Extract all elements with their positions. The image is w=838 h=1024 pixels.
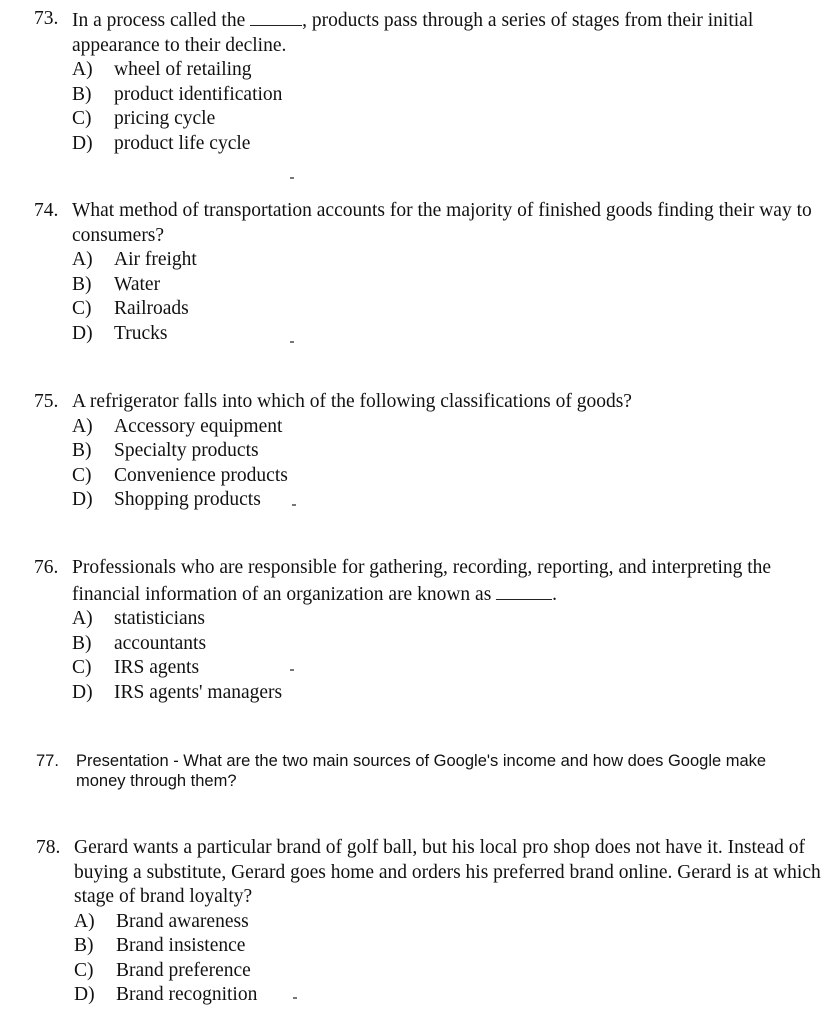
option-text: Brand recognition [116, 984, 258, 1005]
option-letter: D) [72, 322, 93, 344]
question-stem [34, 556, 818, 607]
option-d [34, 132, 818, 157]
option-text: Air freight [114, 249, 197, 270]
option-c [36, 959, 824, 984]
question-73 [34, 7, 818, 156]
question-78 [36, 836, 824, 1008]
answer-options [34, 415, 818, 513]
option-c [34, 464, 818, 489]
option-a [34, 248, 818, 273]
question-text: Gerard wants a particular brand of golf ball, but his local pro shop does not have it. Instead of buying a substitute, Gerard goes home and orders his preferred brand online. Gerard is at which stage of brand loyalty? [74, 837, 821, 907]
question-number: 76. [34, 557, 59, 578]
option-text: Brand preference [116, 959, 251, 981]
option-d [36, 983, 824, 1008]
option-b [34, 83, 818, 108]
option-letter: C) [72, 657, 92, 678]
option-text: Accessory equipment [114, 415, 283, 437]
question-stem [36, 836, 824, 910]
question-74 [34, 199, 818, 346]
option-letter: D) [72, 132, 93, 154]
question-text: What method of transportation accounts for the majority of finished goods finding their way to consumers? [72, 200, 812, 246]
option-text: Convenience products [114, 464, 288, 486]
answer-options [34, 607, 818, 705]
answer-blank [496, 581, 552, 600]
answer-options [34, 248, 818, 346]
question-text: Presentation - What are the two main sources of Google's income and how does Google make money through them? [76, 752, 767, 790]
question-stem [34, 7, 818, 58]
scan-speck [290, 341, 294, 343]
option-a [34, 58, 818, 83]
option-letter: D) [72, 489, 93, 510]
question-text-after: , products pass through a series of stages from their initial appearance to their decline. [72, 10, 754, 56]
option-c [34, 297, 818, 322]
option-letter: A) [72, 59, 93, 80]
option-c [34, 107, 818, 132]
question-75 [34, 390, 818, 513]
question-76 [34, 556, 818, 705]
question-stem [36, 751, 818, 791]
option-letter: B) [72, 83, 92, 105]
option-letter: D) [72, 681, 93, 703]
option-b [34, 273, 818, 298]
answer-options [36, 910, 824, 1008]
option-b [36, 934, 824, 959]
question-stem [34, 390, 818, 415]
answer-blank [250, 7, 302, 26]
option-text: wheel of retailing [114, 59, 252, 80]
option-letter: D) [74, 984, 95, 1005]
option-a [34, 607, 818, 632]
option-text: IRS agents [114, 657, 200, 678]
option-d [34, 488, 818, 513]
option-b [34, 632, 818, 657]
scan-speck [290, 669, 294, 671]
option-text: Railroads [114, 298, 189, 319]
option-a [36, 910, 824, 935]
question-stem [34, 199, 818, 248]
option-letter: A) [72, 415, 93, 437]
question-number: 74. [34, 200, 59, 221]
answer-options [34, 58, 818, 156]
option-text: pricing cycle [114, 108, 216, 129]
option-text: statisticians [114, 608, 205, 629]
option-text: product identification [114, 83, 283, 105]
option-text: Brand awareness [116, 910, 249, 932]
option-letter: C) [72, 298, 92, 319]
option-letter: C) [72, 464, 92, 486]
question-text-before: Professionals who are responsible for gathering, recording, reporting, and interpreting the financial information of an organization are known as [72, 557, 772, 605]
question-text: A refrigerator falls into which of the following classifications of goods? [72, 391, 632, 412]
option-c [34, 656, 818, 681]
option-letter: B) [72, 632, 92, 654]
question-number: 77. [36, 752, 59, 770]
scan-speck [292, 504, 296, 506]
question-number: 73. [34, 8, 59, 29]
scan-speck [290, 177, 294, 179]
option-text: accountants [114, 632, 207, 654]
scan-speck [293, 997, 297, 999]
question-text-after: . [552, 583, 558, 605]
option-b [34, 439, 818, 464]
option-letter: A) [72, 249, 93, 270]
question-number: 78. [36, 837, 61, 858]
option-letter: A) [72, 608, 93, 629]
option-text: Trucks [114, 322, 168, 344]
option-letter: B) [72, 273, 92, 295]
option-letter: A) [74, 910, 95, 932]
option-letter: B) [72, 440, 92, 461]
question-number: 75. [34, 391, 59, 412]
option-a [34, 415, 818, 440]
option-letter: B) [74, 935, 94, 956]
question-text-before: In a process called the [72, 10, 246, 31]
option-d [34, 681, 818, 706]
option-letter: C) [72, 108, 92, 129]
option-text: product life cycle [114, 132, 251, 154]
question-77 [36, 751, 818, 791]
option-text: Shopping products [114, 489, 261, 510]
option-text: IRS agents' managers [114, 681, 283, 703]
option-letter: C) [74, 959, 94, 981]
option-text: Specialty products [114, 440, 259, 461]
option-text: Brand insistence [116, 935, 246, 956]
option-d [34, 322, 818, 347]
option-text: Water [114, 273, 161, 295]
